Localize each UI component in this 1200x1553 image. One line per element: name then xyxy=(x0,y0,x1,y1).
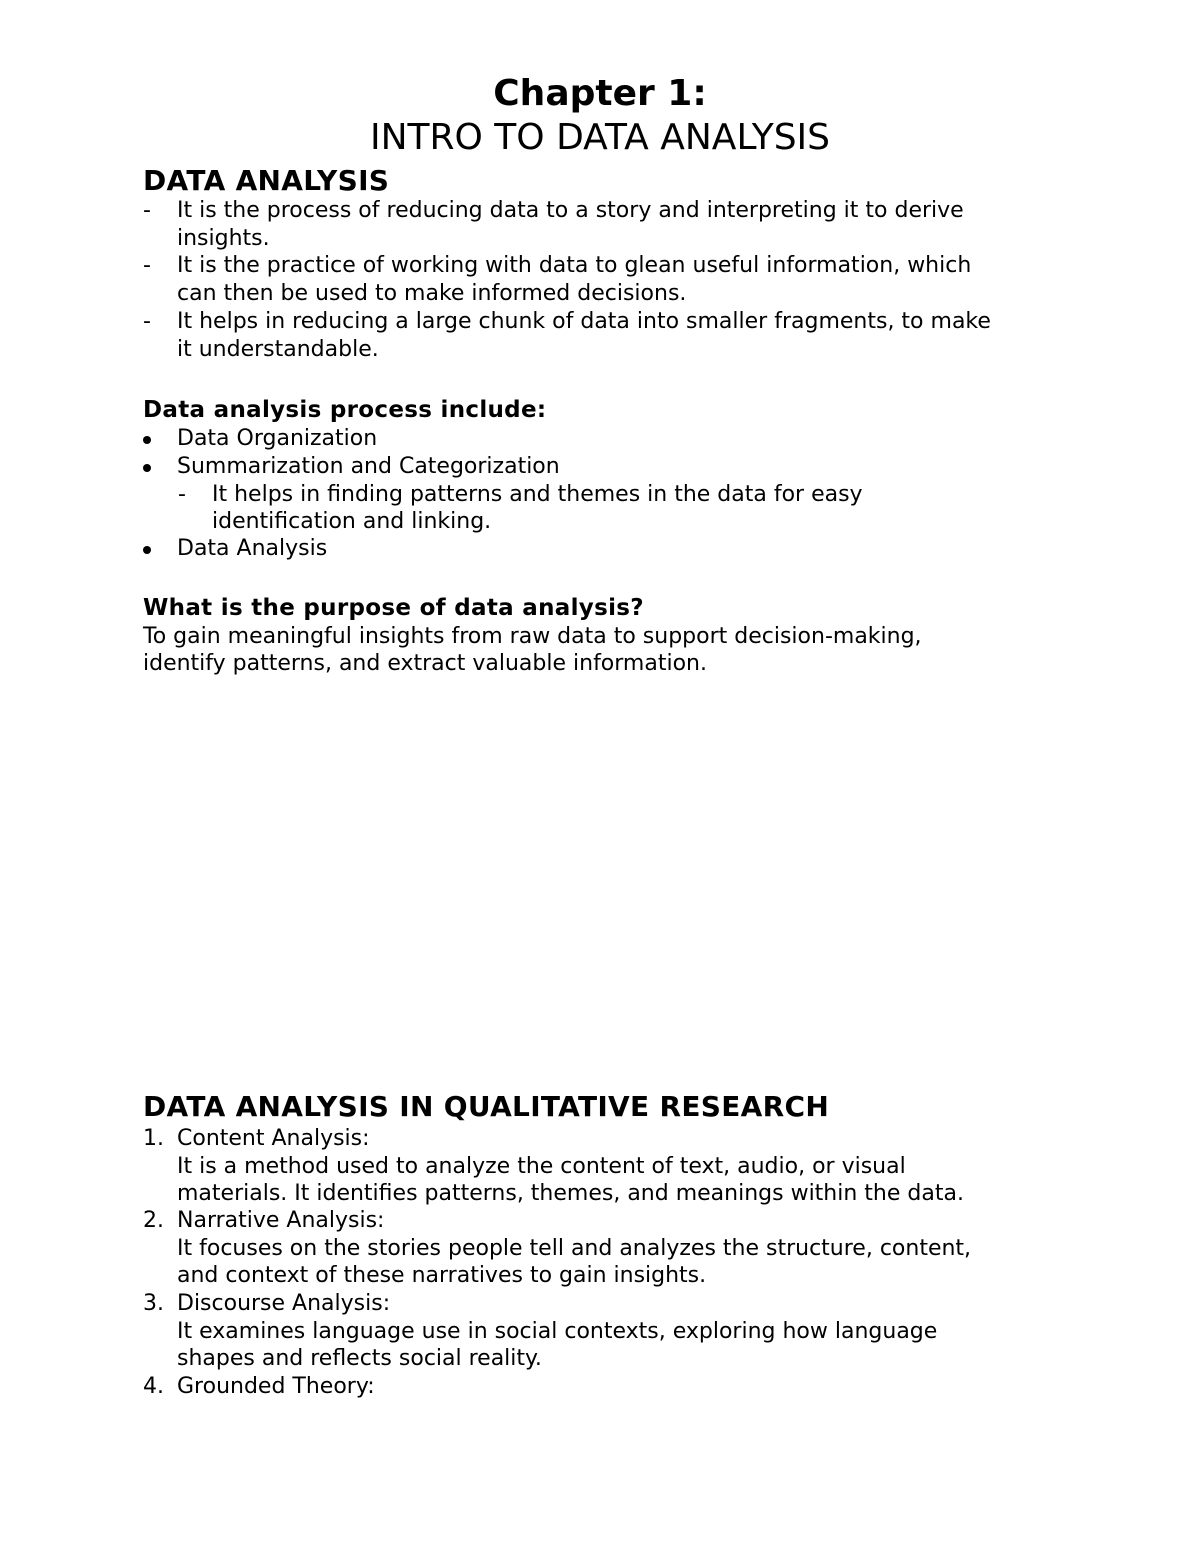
definition-line: can then be used to make informed decisions. xyxy=(177,281,687,306)
method-title: Grounded Theory: xyxy=(177,1374,375,1399)
chapter-title: Chapter 1: xyxy=(493,73,707,114)
process-item: Data Analysis xyxy=(177,536,328,561)
section-heading-qualitative: DATA ANALYSIS IN QUALITATIVE RESEARCH xyxy=(143,1090,830,1123)
dash-marker: - xyxy=(143,253,151,278)
dash-marker: - xyxy=(143,309,151,334)
purpose-line: identify patterns, and extract valuable information. xyxy=(143,651,707,676)
process-item: Data Organization xyxy=(177,426,378,451)
definition-line: insights. xyxy=(177,226,270,251)
method-title: Content Analysis: xyxy=(177,1126,370,1151)
definition-line: It is the process of reducing data to a story and interpreting it to derive xyxy=(177,198,964,223)
method-description-line: shapes and reflects social reality. xyxy=(177,1346,542,1371)
method-title: Discourse Analysis: xyxy=(177,1291,391,1316)
process-subitem-line: It helps in finding patterns and themes in the data for easy xyxy=(212,482,863,507)
method-title: Narrative Analysis: xyxy=(177,1208,385,1233)
section-heading-purpose: What is the purpose of data analysis? xyxy=(143,595,644,621)
dash-marker: - xyxy=(178,482,186,507)
bullet-dot-icon xyxy=(143,436,151,444)
dash-marker: - xyxy=(143,198,151,223)
list-number: 3. xyxy=(143,1291,164,1316)
method-description-line: It is a method used to analyze the content of text, audio, or visual xyxy=(177,1154,906,1179)
chapter-subtitle: INTRO TO DATA ANALYSIS xyxy=(369,117,831,158)
list-number: 4. xyxy=(143,1374,164,1399)
section-heading-data-analysis: DATA ANALYSIS xyxy=(143,164,390,197)
method-description-line: materials. It identifies patterns, themes, and meanings within the data. xyxy=(177,1181,964,1206)
definition-line: it understandable. xyxy=(177,337,379,362)
method-description-line: It examines language use in social contexts, exploring how language xyxy=(177,1319,938,1344)
list-number: 1. xyxy=(143,1126,164,1151)
process-subitem-line: identification and linking. xyxy=(212,509,492,534)
list-number: 2. xyxy=(143,1208,164,1233)
definition-line: It helps in reducing a large chunk of data into smaller fragments, to make xyxy=(177,309,991,334)
process-item: Summarization and Categorization xyxy=(177,454,560,479)
method-description-line: and context of these narratives to gain insights. xyxy=(177,1263,707,1288)
definition-line: It is the practice of working with data to glean useful information, which xyxy=(177,253,972,278)
method-description-line: It focuses on the stories people tell and analyzes the structure, content, xyxy=(177,1236,972,1261)
bullet-dot-icon xyxy=(143,464,151,472)
bullet-dot-icon xyxy=(143,546,151,554)
purpose-line: To gain meaningful insights from raw data to support decision-making, xyxy=(143,624,922,649)
section-heading-process: Data analysis process include: xyxy=(143,397,547,423)
